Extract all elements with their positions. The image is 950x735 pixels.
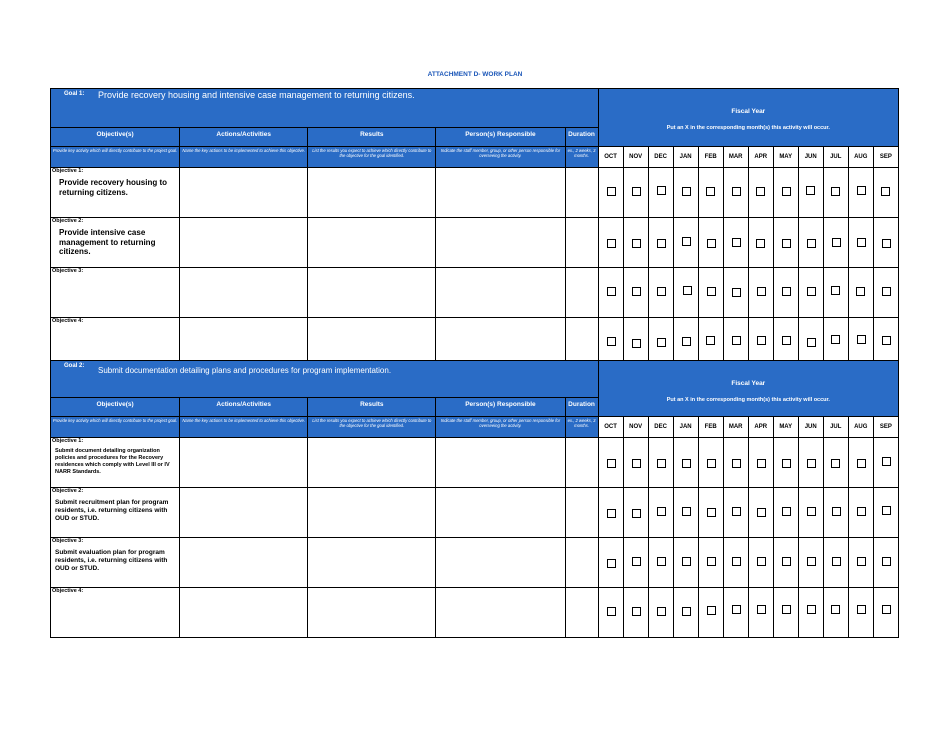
persons-cell[interactable] [436,268,565,318]
month-checkbox-may[interactable] [782,557,791,566]
results-cell[interactable] [308,268,436,318]
month-cell-jan [673,488,698,538]
month-cell-apr [748,168,773,218]
month-checkbox-apr[interactable] [756,239,765,248]
month-cell-jul [823,488,848,538]
actions-cell[interactable] [180,488,308,538]
month-cell-mar [723,168,748,218]
month-checkbox-mar[interactable] [732,187,741,196]
month-checkbox-jun[interactable] [807,338,816,347]
duration-cell[interactable] [565,218,598,268]
month-checkbox-aug[interactable] [857,557,866,566]
month-checkbox-may[interactable] [782,507,791,516]
month-cell-feb [698,538,723,588]
month-checkbox-jul[interactable] [831,605,840,614]
month-header-jan: JAN [673,417,698,438]
column-header-results [308,398,436,417]
column-header-actions [180,398,308,417]
column-description-duration: ex., 2 weeks, 3 months. [565,417,598,438]
month-checkbox-apr[interactable] [757,459,766,468]
month-cell-jul [823,268,848,318]
month-cell-apr [748,438,773,488]
month-cell-oct [598,218,623,268]
fiscal-year-note: Put an X in the corresponding month(s) this activity will occur. [666,397,830,403]
month-cell-dec [648,488,673,538]
month-cell-jul [823,168,848,218]
month-checkbox-feb[interactable] [707,508,716,517]
month-checkbox-jul[interactable] [832,557,841,566]
month-cell-aug [848,538,873,588]
column-description-objectives: Provide key activity which will directly contribute to the project goal. [51,147,180,168]
column-header-label: Actions/Activities [216,131,271,138]
month-checkbox-jun[interactable] [807,507,816,516]
month-checkbox-nov[interactable] [632,287,641,296]
objective-label: Objective 2: [52,488,84,494]
month-cell-may [773,588,798,638]
month-cell-jan [673,268,698,318]
month-checkbox-jun[interactable] [807,459,816,468]
month-cell-dec [648,588,673,638]
month-cell-nov [623,588,648,638]
column-description-objectives: Provide key activity which will directly contribute to the project goal. [51,417,180,438]
month-cell-sep [873,268,898,318]
results-cell[interactable] [308,588,436,638]
column-header-objectives [51,128,180,147]
month-cell-apr [748,488,773,538]
objective-label: Objective 2: [52,218,84,224]
fiscal-year-note: Put an X in the corresponding month(s) this activity will occur. [666,125,830,131]
month-cell-mar [723,488,748,538]
month-checkbox-dec[interactable] [657,186,666,195]
month-checkbox-jun[interactable] [807,605,816,614]
duration-cell[interactable] [565,268,598,318]
month-cell-mar [723,268,748,318]
month-checkbox-may[interactable] [782,459,791,468]
month-checkbox-apr[interactable] [756,187,765,196]
month-checkbox-oct[interactable] [607,559,616,568]
month-cell-sep [873,168,898,218]
goal-text: Provide recovery housing and intensive case management to returning citizens. [98,90,415,100]
month-cell-may [773,218,798,268]
month-cell-nov [623,538,648,588]
month-cell-apr [748,538,773,588]
persons-cell[interactable] [436,538,565,588]
month-cell-feb [698,438,723,488]
month-cell-may [773,168,798,218]
month-checkbox-dec[interactable] [657,557,666,566]
month-header-apr: APR [748,417,773,438]
month-checkbox-sep[interactable] [882,287,891,296]
month-checkbox-sep[interactable] [882,457,891,466]
month-checkbox-apr[interactable] [757,508,766,517]
month-cell-jul [823,218,848,268]
month-checkbox-jul[interactable] [831,286,840,295]
column-header-objectives [51,398,180,417]
month-checkbox-may[interactable] [782,239,791,248]
month-checkbox-aug[interactable] [857,335,866,344]
objective-text: Submit evaluation plan for program residents, i.e. returning citizens with OUD or STUD. [55,549,168,572]
goal-text: Submit documentation detailing plans and procedures for program implementation. [98,366,392,375]
month-cell-jun [798,538,823,588]
objective-label: Objective 4: [52,588,84,594]
month-checkbox-dec[interactable] [657,287,666,296]
month-checkbox-may[interactable] [782,605,791,614]
month-cell-feb [698,488,723,538]
objective-label: Objective 4: [52,318,84,324]
month-checkbox-oct[interactable] [607,287,616,296]
month-header-jul: JUL [823,147,848,168]
month-cell-may [773,438,798,488]
month-checkbox-mar[interactable] [732,507,741,516]
month-checkbox-mar[interactable] [732,557,741,566]
month-header-nov: NOV [623,417,648,438]
results-cell[interactable] [308,218,436,268]
month-cell-oct [598,588,623,638]
month-cell-oct [598,538,623,588]
month-checkbox-jan[interactable] [682,237,691,246]
month-cell-jul [823,538,848,588]
month-checkbox-jan[interactable] [682,607,691,616]
month-checkbox-dec[interactable] [657,507,666,516]
month-cell-feb [698,218,723,268]
month-cell-nov [623,168,648,218]
month-cell-aug [848,488,873,538]
month-checkbox-oct[interactable] [607,337,616,346]
column-header-label: Objective(s) [96,401,134,408]
month-cell-feb [698,268,723,318]
month-checkbox-dec[interactable] [657,239,666,248]
month-cell-jan [673,218,698,268]
month-checkbox-apr[interactable] [757,605,766,614]
objective-text: Provide intensive case management to returning citizens. [59,228,156,256]
column-description-results: List the results you expect to achieve which directly contribute to the objective for the goal identified. [308,417,436,438]
month-header-aug: AUG [848,147,873,168]
month-cell-aug [848,268,873,318]
month-checkbox-sep[interactable] [882,605,891,614]
month-cell-mar [723,538,748,588]
month-checkbox-aug[interactable] [857,507,866,516]
month-checkbox-dec[interactable] [657,338,666,347]
objective-label: Objective 3: [52,268,84,274]
results-cell[interactable] [308,438,436,488]
month-header-nov: NOV [623,147,648,168]
month-checkbox-jan[interactable] [683,286,692,295]
month-cell-jun [798,438,823,488]
month-cell-apr [748,218,773,268]
month-cell-dec [648,168,673,218]
month-cell-jun [798,268,823,318]
month-checkbox-aug[interactable] [856,287,865,296]
fiscal-year-header [598,89,898,147]
objective-cell [51,168,180,218]
objective-label: Objective 1: [52,438,84,444]
month-checkbox-oct[interactable] [607,239,616,248]
month-cell-dec [648,268,673,318]
goal-2-table [50,360,899,638]
month-checkbox-feb[interactable] [707,287,716,296]
month-checkbox-apr[interactable] [757,336,766,345]
month-checkbox-jan[interactable] [682,459,691,468]
month-checkbox-feb[interactable] [707,606,716,615]
goal-cell [51,361,599,398]
month-checkbox-jan[interactable] [682,187,691,196]
column-header-label: Objective(s) [96,131,134,138]
objective-cell [51,218,180,268]
results-cell[interactable] [308,168,436,218]
month-header-aug: AUG [848,417,873,438]
month-checkbox-mar[interactable] [732,238,741,247]
month-header-jan: JAN [673,147,698,168]
month-cell-jun [798,488,823,538]
month-cell-apr [748,268,773,318]
duration-cell[interactable] [565,588,598,638]
month-checkbox-jan[interactable] [682,557,691,566]
month-cell-sep [873,218,898,268]
month-header-feb: FEB [698,417,723,438]
month-checkbox-oct[interactable] [607,459,616,468]
month-header-dec: DEC [648,147,673,168]
month-cell-jun [798,168,823,218]
month-cell-jul [823,438,848,488]
month-cell-oct [598,268,623,318]
month-header-oct: OCT [598,417,623,438]
month-checkbox-sep[interactable] [882,239,891,248]
actions-cell[interactable] [180,538,308,588]
month-cell-sep [873,488,898,538]
persons-cell[interactable] [436,488,565,538]
column-header-label: Person(s) Responsible [465,131,536,138]
month-checkbox-jun[interactable] [807,557,816,566]
month-checkbox-jul[interactable] [831,187,840,196]
month-checkbox-jan[interactable] [682,337,691,346]
column-header-persons [436,398,565,417]
month-cell-feb [698,588,723,638]
actions-cell[interactable] [180,168,308,218]
column-header-duration [565,398,598,417]
month-cell-aug [848,438,873,488]
month-header-dec: DEC [648,417,673,438]
month-cell-sep [873,538,898,588]
month-cell-jan [673,438,698,488]
duration-cell[interactable] [565,168,598,218]
month-checkbox-nov[interactable] [632,607,641,616]
duration-cell[interactable] [565,488,598,538]
column-header-results [308,128,436,147]
month-checkbox-may[interactable] [782,187,791,196]
objective-cell [51,438,180,488]
month-cell-may [773,488,798,538]
month-checkbox-feb[interactable] [707,459,716,468]
month-header-jun: JUN [798,417,823,438]
month-cell-oct [598,488,623,538]
persons-cell[interactable] [436,218,565,268]
month-checkbox-nov[interactable] [632,239,641,248]
month-checkbox-nov[interactable] [632,339,641,348]
month-checkbox-nov[interactable] [632,187,641,196]
objective-text: Submit recruitment plan for program residents, i.e. returning citizens with OUD or STUD. [55,499,169,522]
month-checkbox-mar[interactable] [732,459,741,468]
month-cell-aug [848,218,873,268]
persons-cell[interactable] [436,168,565,218]
month-checkbox-nov[interactable] [632,557,641,566]
month-checkbox-may[interactable] [782,287,791,296]
month-cell-nov [623,218,648,268]
actions-cell[interactable] [180,438,308,488]
objective-label: Objective 1: [52,168,84,174]
month-cell-dec [648,538,673,588]
month-checkbox-sep[interactable] [882,336,891,345]
month-checkbox-aug[interactable] [857,238,866,247]
month-cell-nov [623,488,648,538]
month-checkbox-jan[interactable] [682,507,691,516]
persons-cell[interactable] [436,588,565,638]
duration-cell[interactable] [565,538,598,588]
month-checkbox-mar[interactable] [732,605,741,614]
month-header-mar: MAR [723,147,748,168]
page-title: ATTACHMENT D- WORK PLAN [427,71,523,78]
month-header-jun: JUN [798,147,823,168]
results-cell[interactable] [308,538,436,588]
month-checkbox-nov[interactable] [632,459,641,468]
column-header-label: Results [360,131,384,138]
month-checkbox-nov[interactable] [632,509,641,518]
month-cell-jul [823,588,848,638]
month-checkbox-jul[interactable] [832,507,841,516]
month-checkbox-feb[interactable] [707,239,716,248]
month-cell-jun [798,218,823,268]
fiscal-year-header [598,361,898,417]
month-cell-jan [673,538,698,588]
actions-cell[interactable] [180,218,308,268]
month-checkbox-feb[interactable] [706,336,715,345]
month-cell-nov [623,268,648,318]
goal-cell [51,89,599,128]
objective-cell [51,268,180,318]
month-checkbox-sep[interactable] [882,557,891,566]
month-checkbox-jul[interactable] [832,238,841,247]
month-checkbox-sep[interactable] [881,187,890,196]
column-description-duration: ex., 2 weeks, 3 months. [565,147,598,168]
objective-text: Provide recovery housing to returning citizens. [59,178,168,197]
month-checkbox-aug[interactable] [857,459,866,468]
column-description-persons: Indicate the staff member, group, or other person responsible for overseeing the activity. [436,417,565,438]
month-cell-jun [798,588,823,638]
month-header-may: MAY [773,417,798,438]
goal-label: Goal 2: [64,363,85,369]
month-checkbox-may[interactable] [782,336,791,345]
fiscal-year-title: Fiscal Year [731,108,766,115]
column-description-actions: Name the key actions to be implemented to achieve this objective. [180,147,308,168]
month-checkbox-jun[interactable] [806,186,815,195]
month-cell-sep [873,438,898,488]
month-cell-apr [748,588,773,638]
month-checkbox-aug[interactable] [857,186,866,195]
actions-cell[interactable] [180,268,308,318]
month-cell-mar [723,218,748,268]
month-header-feb: FEB [698,147,723,168]
persons-cell[interactable] [436,438,565,488]
month-checkbox-apr[interactable] [757,557,766,566]
month-checkbox-apr[interactable] [757,287,766,296]
month-cell-jan [673,588,698,638]
column-header-label: Actions/Activities [216,401,271,408]
month-cell-may [773,268,798,318]
month-header-mar: MAR [723,417,748,438]
column-description-persons: Indicate the staff member, group, or other person responsible for overseeing the activity. [436,147,565,168]
month-checkbox-jun[interactable] [807,239,816,248]
objective-cell [51,488,180,538]
results-cell[interactable] [308,488,436,538]
goal-label: Goal 1: [64,91,85,97]
month-header-may: MAY [773,147,798,168]
column-description-actions: Name the key actions to be implemented to achieve this objective. [180,417,308,438]
month-header-jul: JUL [823,417,848,438]
month-checkbox-oct[interactable] [607,607,616,616]
column-header-label: Results [360,401,384,408]
month-checkbox-jul[interactable] [831,335,840,344]
month-cell-sep [873,588,898,638]
objective-text: Submit document detailing organization policies and procedures for the Recovery residences which comply with Level III or IV NARR Standards. [55,448,170,475]
month-checkbox-jul[interactable] [831,459,840,468]
column-header-label: Duration [568,131,595,138]
objective-cell [51,538,180,588]
actions-cell[interactable] [180,588,308,638]
month-cell-feb [698,168,723,218]
month-checkbox-mar[interactable] [732,288,741,297]
month-checkbox-mar[interactable] [732,336,741,345]
month-checkbox-aug[interactable] [857,605,866,614]
month-cell-nov [623,438,648,488]
month-cell-mar [723,438,748,488]
month-checkbox-dec[interactable] [657,459,666,468]
month-cell-dec [648,218,673,268]
month-cell-mar [723,588,748,638]
column-description-results: List the results you expect to achieve which directly contribute to the objective for the goal identified. [308,147,436,168]
month-cell-oct [598,438,623,488]
month-cell-oct [598,168,623,218]
column-header-actions [180,128,308,147]
objective-label: Objective 3: [52,538,84,544]
month-header-sep: SEP [873,147,898,168]
month-header-apr: APR [748,147,773,168]
month-checkbox-sep[interactable] [882,506,891,515]
column-header-persons [436,128,565,147]
column-header-duration [565,128,598,147]
month-cell-jan [673,168,698,218]
fiscal-year-title: Fiscal Year [731,380,766,387]
month-checkbox-feb[interactable] [706,187,715,196]
month-cell-aug [848,168,873,218]
duration-cell[interactable] [565,438,598,488]
column-header-label: Person(s) Responsible [465,401,536,408]
month-cell-dec [648,438,673,488]
month-checkbox-jun[interactable] [807,287,816,296]
column-header-label: Duration [568,401,595,408]
month-checkbox-oct[interactable] [607,509,616,518]
month-cell-may [773,538,798,588]
objective-cell [51,588,180,638]
month-header-oct: OCT [598,147,623,168]
month-header-sep: SEP [873,417,898,438]
month-cell-aug [848,588,873,638]
month-checkbox-feb[interactable] [707,557,716,566]
month-checkbox-dec[interactable] [657,607,666,616]
goal-1-table [50,88,899,368]
month-checkbox-oct[interactable] [607,187,616,196]
